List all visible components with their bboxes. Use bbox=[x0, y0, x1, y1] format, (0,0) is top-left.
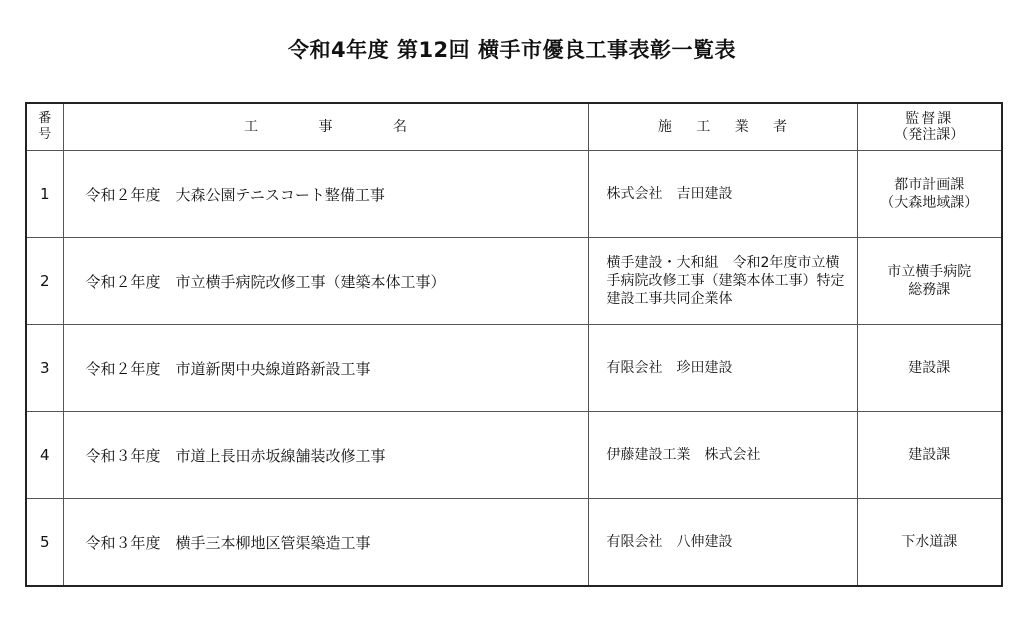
row-work-name: 令和３年度 市道上長田赤坂線舗装改修工事 bbox=[63, 412, 588, 499]
row-work-name: 令和２年度 市道新関中央線道路新設工事 bbox=[63, 325, 588, 412]
row-contractor: 横手建設・大和組 令和2年度市立横手病院改修工事（建築本体工事）特定建設工事共同企業体 bbox=[588, 238, 857, 325]
row-number: 2 bbox=[26, 238, 63, 325]
header-dept-line1: 監督課 bbox=[905, 111, 954, 127]
row-contractor: 有限会社 珍田建設 bbox=[588, 325, 857, 412]
header-work-name bbox=[63, 103, 588, 151]
header-number-label: 番号 bbox=[38, 111, 52, 142]
row-number: 1 bbox=[26, 151, 63, 238]
award-table bbox=[25, 102, 1003, 587]
table-row bbox=[26, 412, 1002, 499]
row-dept bbox=[857, 238, 1002, 325]
row-dept bbox=[857, 499, 1002, 587]
row-work-name: 令和３年度 横手三本柳地区管渠築造工事 bbox=[63, 499, 588, 587]
table-row bbox=[26, 151, 1002, 238]
row-dept bbox=[857, 151, 1002, 238]
header-work-name-label: 工 事 名 bbox=[244, 119, 435, 135]
page-title: 令和4年度 第12回 横手市優良工事表彰一覧表 bbox=[288, 38, 736, 62]
header-contractor-label: 施 工 業 者 bbox=[657, 119, 798, 135]
row-contractor: 伊藤建設工業 株式会社 bbox=[588, 412, 857, 499]
table-row bbox=[26, 499, 1002, 587]
row-dept-line1: 市立横手病院 bbox=[887, 264, 972, 280]
table-row bbox=[26, 238, 1002, 325]
table-row bbox=[26, 325, 1002, 412]
header-contractor bbox=[588, 103, 857, 151]
row-dept-line1: 都市計画課 bbox=[894, 177, 965, 193]
row-contractor: 有限会社 八伸建設 bbox=[588, 499, 857, 587]
row-dept bbox=[857, 412, 1002, 499]
header-number bbox=[26, 103, 63, 151]
row-dept bbox=[857, 325, 1002, 412]
table-header-row bbox=[26, 103, 1002, 151]
header-dept bbox=[857, 103, 1002, 151]
header-dept-line2: （発注課） bbox=[894, 127, 965, 143]
row-dept-line2: 総務課 bbox=[908, 282, 951, 298]
row-dept-line2: （大森地域課） bbox=[880, 195, 979, 211]
row-work-name: 令和２年度 大森公園テニスコート整備工事 bbox=[63, 151, 588, 238]
row-dept-line1: 建設課 bbox=[908, 360, 951, 376]
row-contractor: 株式会社 吉田建設 bbox=[588, 151, 857, 238]
row-work-name: 令和２年度 市立横手病院改修工事（建築本体工事） bbox=[63, 238, 588, 325]
row-dept-line1: 建設課 bbox=[908, 447, 951, 463]
row-number: 4 bbox=[26, 412, 63, 499]
row-dept-line1: 下水道課 bbox=[901, 534, 958, 550]
row-number: 5 bbox=[26, 499, 63, 587]
row-number: 3 bbox=[26, 325, 63, 412]
